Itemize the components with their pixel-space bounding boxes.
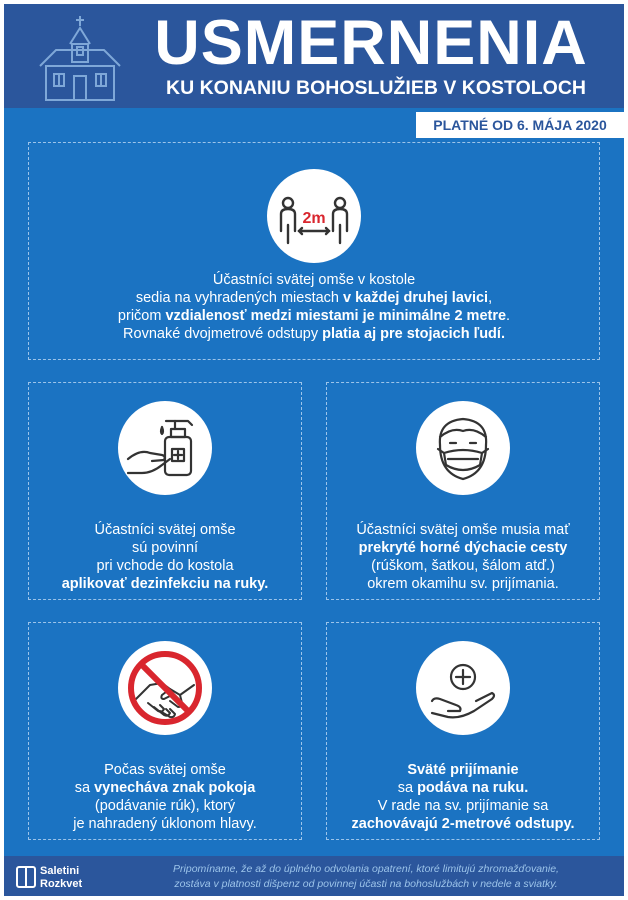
footer-note-line-2: zostáva v platnosti dišpenz od povinnej účasti na bohoslužbách v nedele a sviatky. <box>174 878 558 890</box>
communion-line-1: Sväté prijímanie <box>407 762 519 778</box>
communion-line-3: V rade na sv. prijímanie sa <box>377 798 549 814</box>
communion-hand-icon <box>416 641 510 735</box>
peace-line-4: je nahradený úklonom hlavy. <box>73 816 257 832</box>
mask-line-2: prekryté horné dýchacie cesty <box>358 540 568 556</box>
peace-line-3: (podávanie rúk), ktorý <box>94 798 236 814</box>
svg-text:2m: 2m <box>302 210 326 227</box>
footer-note-line-1: Pripomíname, že až do úplného odvolania opatrení, ktoré limitujú zhromažďovanie, <box>173 863 559 875</box>
communion-line-2: sa podáva na ruku. <box>397 780 529 796</box>
poster-title: USMERNENIA <box>154 8 588 78</box>
mask-line-3: (rúškom, šatkou, šálom atď.) <box>371 558 555 574</box>
panel-disinfection <box>28 382 302 600</box>
disinfection-text <box>35 521 295 593</box>
disinfection-line-3: pri vchode do kostola <box>96 558 234 574</box>
header-banner <box>4 4 624 108</box>
distance-line-4: Rovnaké dvojmetrové odstupy platia aj pre stojacich ľudí. <box>123 326 505 342</box>
no-handshake-icon <box>118 641 212 735</box>
footer-banner <box>4 856 624 896</box>
logo-line-1: Saletini <box>40 865 80 877</box>
distance-text <box>35 271 593 343</box>
disinfection-line-1: Účastníci svätej omše <box>94 522 236 538</box>
mask-line-4: okrem okamihu sv. prijímania. <box>367 576 559 592</box>
logo-line-2: Rozkvet <box>40 878 83 890</box>
poster-subtitle: KU KONANIU BOHOSLUŽIEB V KOSTOLOCH <box>166 77 586 99</box>
panel-distance <box>28 142 600 360</box>
mask-line-1: Účastníci svätej omše musia mať <box>356 522 570 538</box>
footer-note <box>116 862 616 892</box>
communion-text <box>333 761 593 833</box>
poster <box>4 4 624 896</box>
distance-2m-icon <box>267 169 361 263</box>
panel-mask <box>326 382 600 600</box>
panel-peace <box>28 622 302 840</box>
disinfection-line-4: aplikovať dezinfekciu na ruky. <box>61 576 269 592</box>
distance-line-2: sedia na vyhradených miestach v každej druhej lavici, <box>135 290 493 306</box>
peace-line-2: sa vynecháva znak pokoja <box>74 780 256 796</box>
hand-sanitizer-icon <box>118 401 212 495</box>
saletini-logo <box>16 862 126 892</box>
panel-communion <box>326 622 600 840</box>
distance-line-1: Účastníci svätej omše v kostole <box>212 272 416 288</box>
peace-text <box>35 761 295 833</box>
face-mask-icon <box>416 401 510 495</box>
communion-line-4: zachovávajú 2-metrové odstupy. <box>351 816 575 832</box>
church-icon <box>32 14 128 102</box>
peace-line-1: Počas svätej omše <box>104 762 226 778</box>
valid-from-badge: PLATNÉ OD 6. MÁJA 2020 <box>416 112 624 138</box>
distance-line-3: pričom vzdialenosť medzi miestami je minimálne 2 metre. <box>117 308 511 324</box>
mask-text <box>333 521 593 593</box>
saletini-logo-icon <box>16 866 36 888</box>
disinfection-line-2: sú povinní <box>131 540 199 556</box>
